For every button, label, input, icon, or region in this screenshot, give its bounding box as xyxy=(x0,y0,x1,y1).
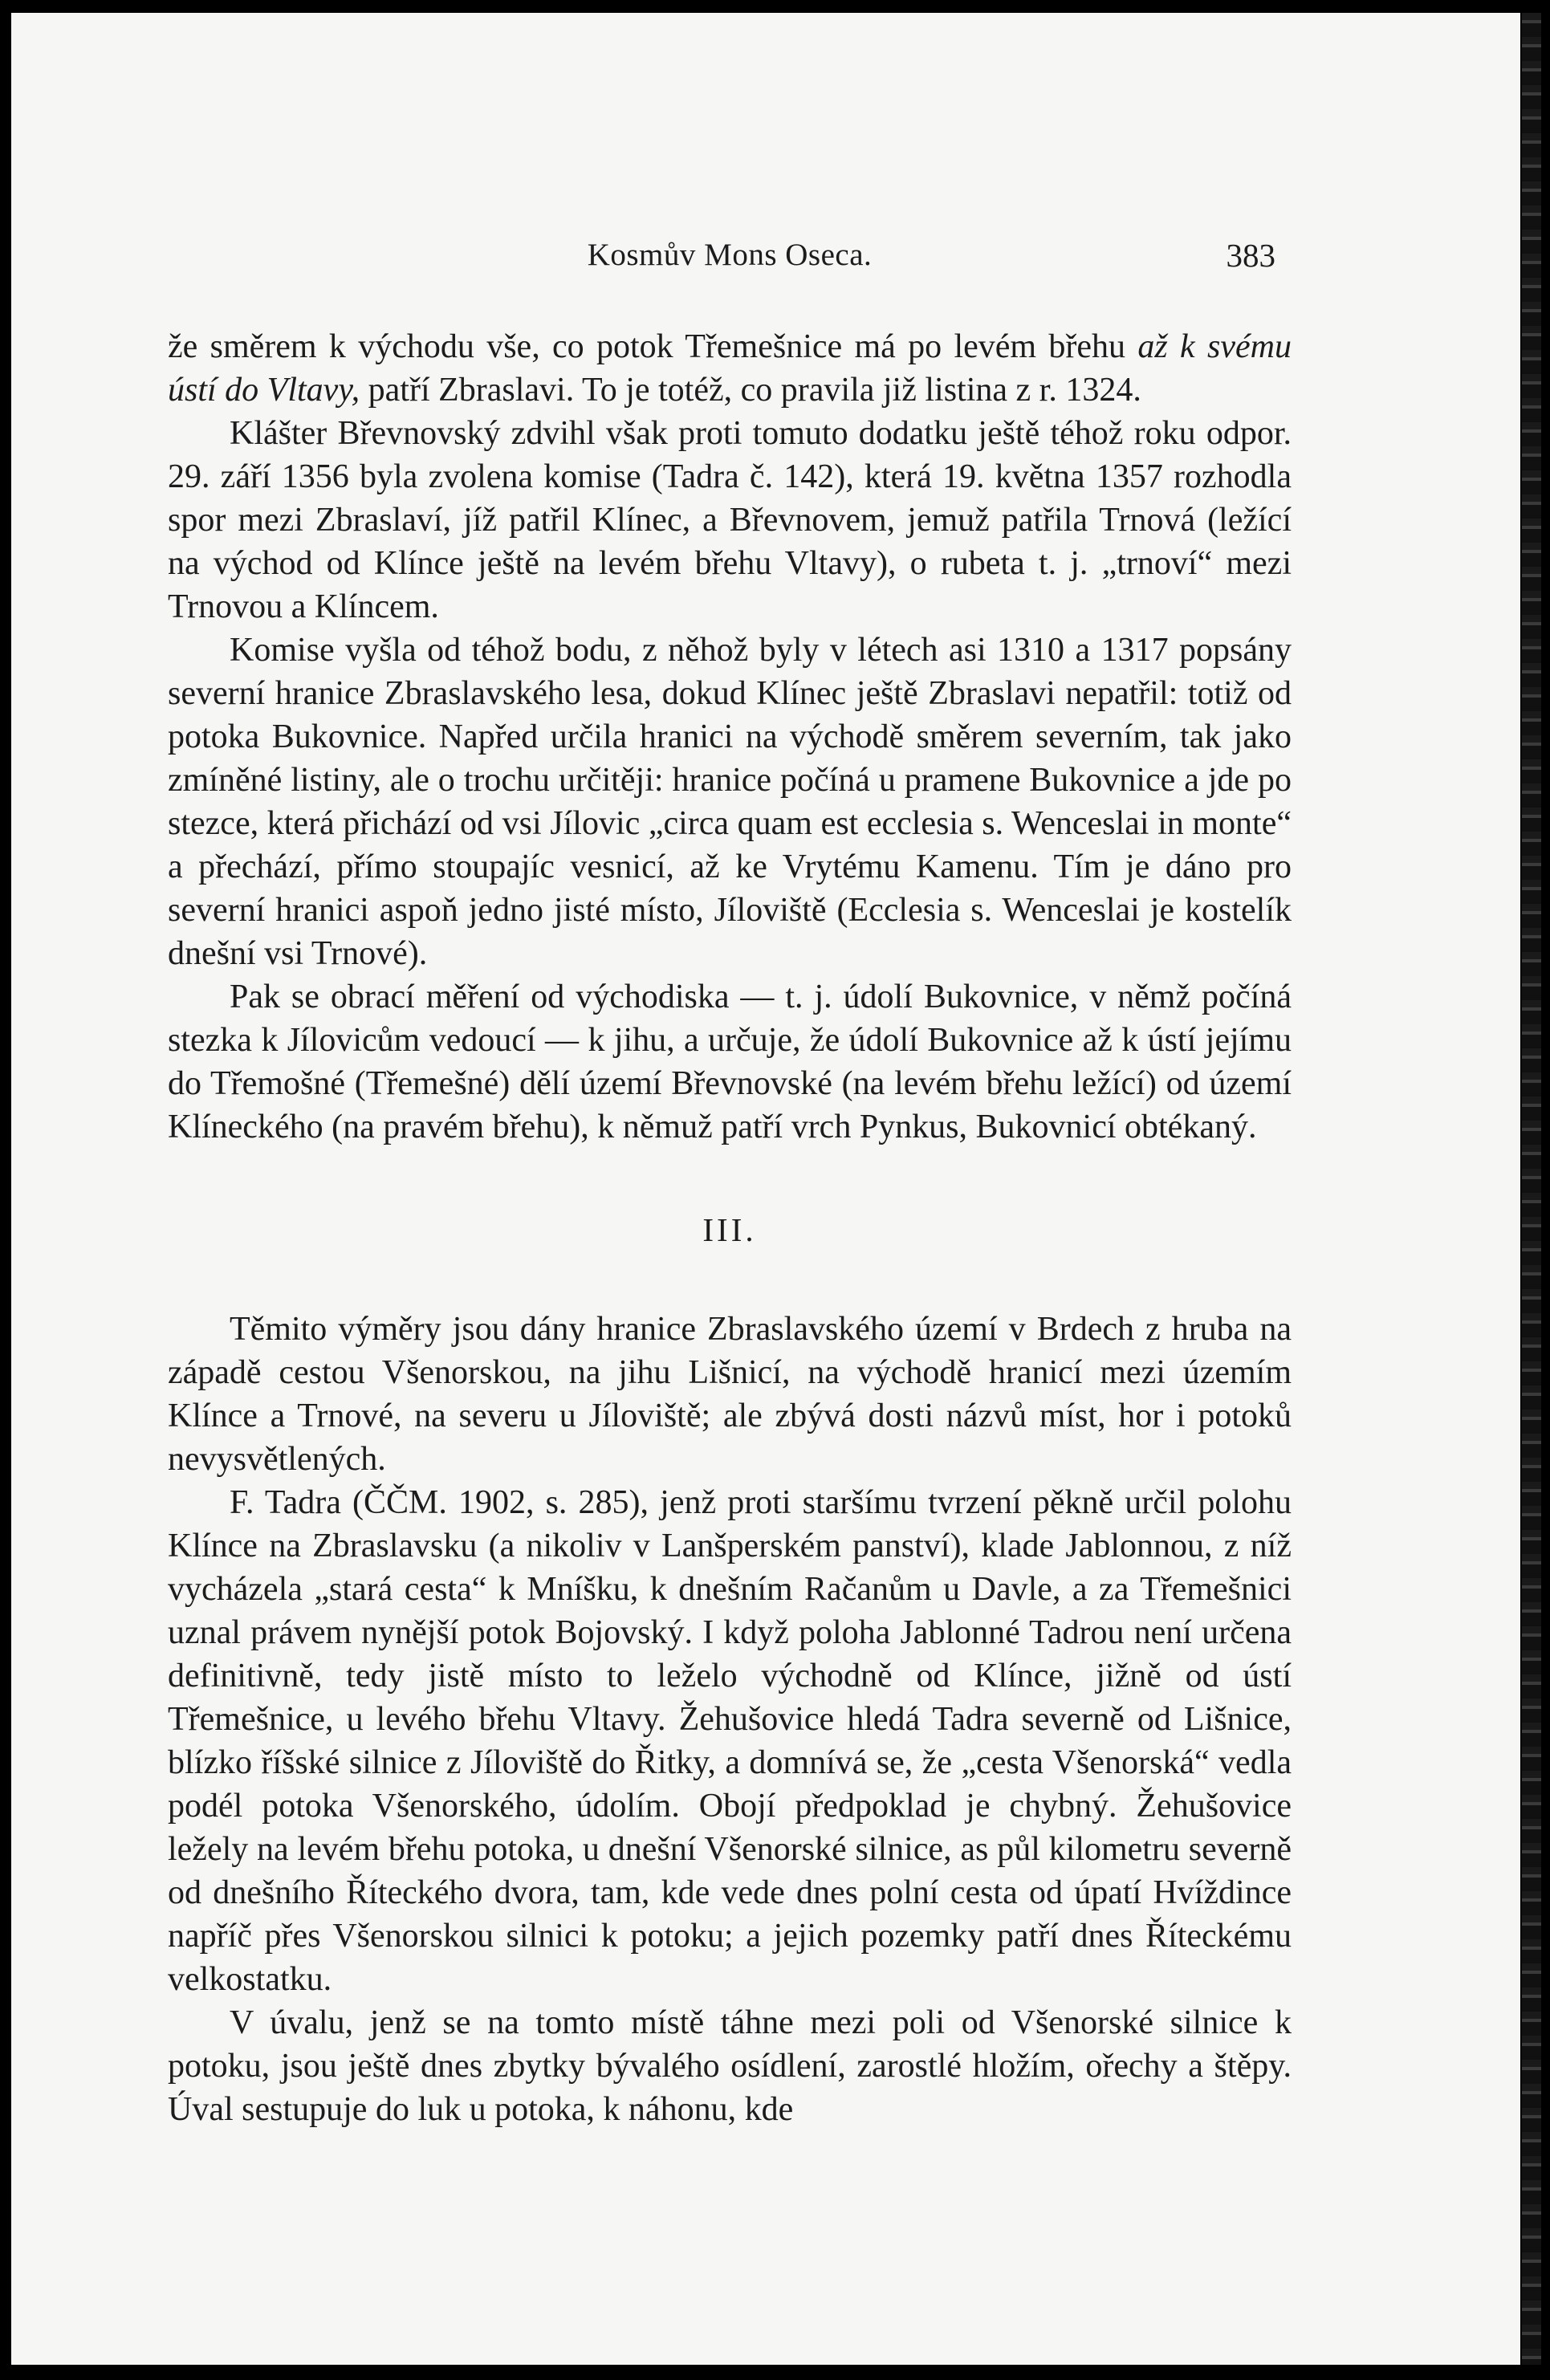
text-column xyxy=(168,234,1292,2131)
paragraph-text: patří Zbraslavi. To je totéž, co pravila již listina z r. 1324. xyxy=(360,372,1141,409)
section-heading: III. xyxy=(702,1211,757,1248)
running-head: Kosmův Mons Oseca. xyxy=(587,238,873,272)
paragraph: Pak se obrací měření od východiska — t. j. údolí Bukovnice, v němž počíná stezka k Jílovicům vedoucí — k jihu, a určuje, že údolí Bukovnice až k ústí jejímu do Třemošné (Třemešné) dělí území Břevnovské (na levém břehu ležící) od území Klíneckého (na pravém břehu), k němuž patří vrch Pynkus, Bukovnicí obtékaný. xyxy=(168,978,1292,1145)
paragraph: V úvalu, jenž se na tomto místě táhne mezi poli od Všenorské silnice k potoku, jsou ještě dnes zbytky bývalého osídlení, zarostlé hložím, ořechy a štěpy. Úval sestupuje do luk u potoka, k náhonu, kde xyxy=(168,2004,1292,2128)
paragraph-text: že směrem k východu vše, co potok Třemešnice má po levém břehu xyxy=(168,328,1138,365)
book-page xyxy=(11,13,1520,2365)
paragraph-continuation xyxy=(168,325,1292,412)
paragraph: Komise vyšla od téhož bodu, z něhož byly v létech asi 1310 a 1317 popsány severní hranice Zbraslavského lesa, dokud Klínec ještě Zbraslavi nepatřil: totiž od potoka Bukovnice. Napřed určila hranici na východě směrem severním, tak jako zmíněné listiny, ale o trochu určitěji: hranice počíná u pramene Bukovnice a jde po stezce, která přichází od vsi Jílovic „circa quam est ecclesia s. Wenceslai in monte“ a přechází, přímo stoupajíc vesnicí, až ke Vrytému Kamenu. Tím je dáno pro severní hranici aspoň jedno jisté místo, Jíloviště (Ecclesia s. Wenceslai je kostelík dnešní vsi Trnové). xyxy=(168,632,1292,972)
paragraph: Klášter Břevnovský zdvihl však proti tomuto dodatku ještě téhož roku odpor. 29. září 1356 byla zvolena komise (Tadra č. 142), která 19. května 1357 rozhodla spor mezi Zbraslaví, jíž patřil Klínec, a Břevnovem, jemuž patřila Trnová (ležící na východ od Klínce ještě na levém břehu Vltavy), o rubeta t. j. „trnoví“ mezi Trnovou a Klíncem. xyxy=(168,415,1292,625)
italic-phrase: až k svému ústí do Vltavy, xyxy=(168,328,1292,409)
paragraph: Těmito výměry jsou dány hranice Zbraslavského území v Brdech z hruba na západě cestou Všenorskou, na jihu Lišnicí, na východě hranicí mezi územím Klínce a Trnové, na severu u Jíloviště; ale zbývá dosti názvů míst, hor i potoků nevysvětlených. xyxy=(168,1311,1292,1478)
page-number: 383 xyxy=(1226,237,1275,274)
paragraph: F. Tadra (ČČM. 1902, s. 285), jenž proti staršímu tvrzení pěkně určil polohu Klínce na Zbraslavsku (a nikoliv v Lanšperském panství), klade Jablonnou, z níž vycházela „stará cesta“ k Mníšku, k dnešním Račanům u Davle, a za Třemešnici uznal právem nynější potok Bojovský. I když poloha Jablonné Tadrou není určena definitivně, tedy jistě místo to leželo východně od Klínce, jižně od ústí Třemešnice, u levého břehu Vltavy. Žehušovice hledá Tadra severně od Lišnice, blízko říšské silnice z Jíloviště do Řitky, a domnívá se, že „cesta Všenorská“ vedla podél potoka Všenorského, údolím. Obojí předpoklad je chybný. Žehušovice ležely na levém břehu potoka, u dnešní Všenorské silnice, as půl kilometru severně od dnešního Říteckého dvora, tam, kde vede dnes polní cesta od úpatí Hvíždince napříč přes Všenorskou silnici k potoku; a jejich pozemky patří dnes Říteckému velkostatku. xyxy=(168,1484,1292,1998)
page-header xyxy=(168,234,1292,290)
